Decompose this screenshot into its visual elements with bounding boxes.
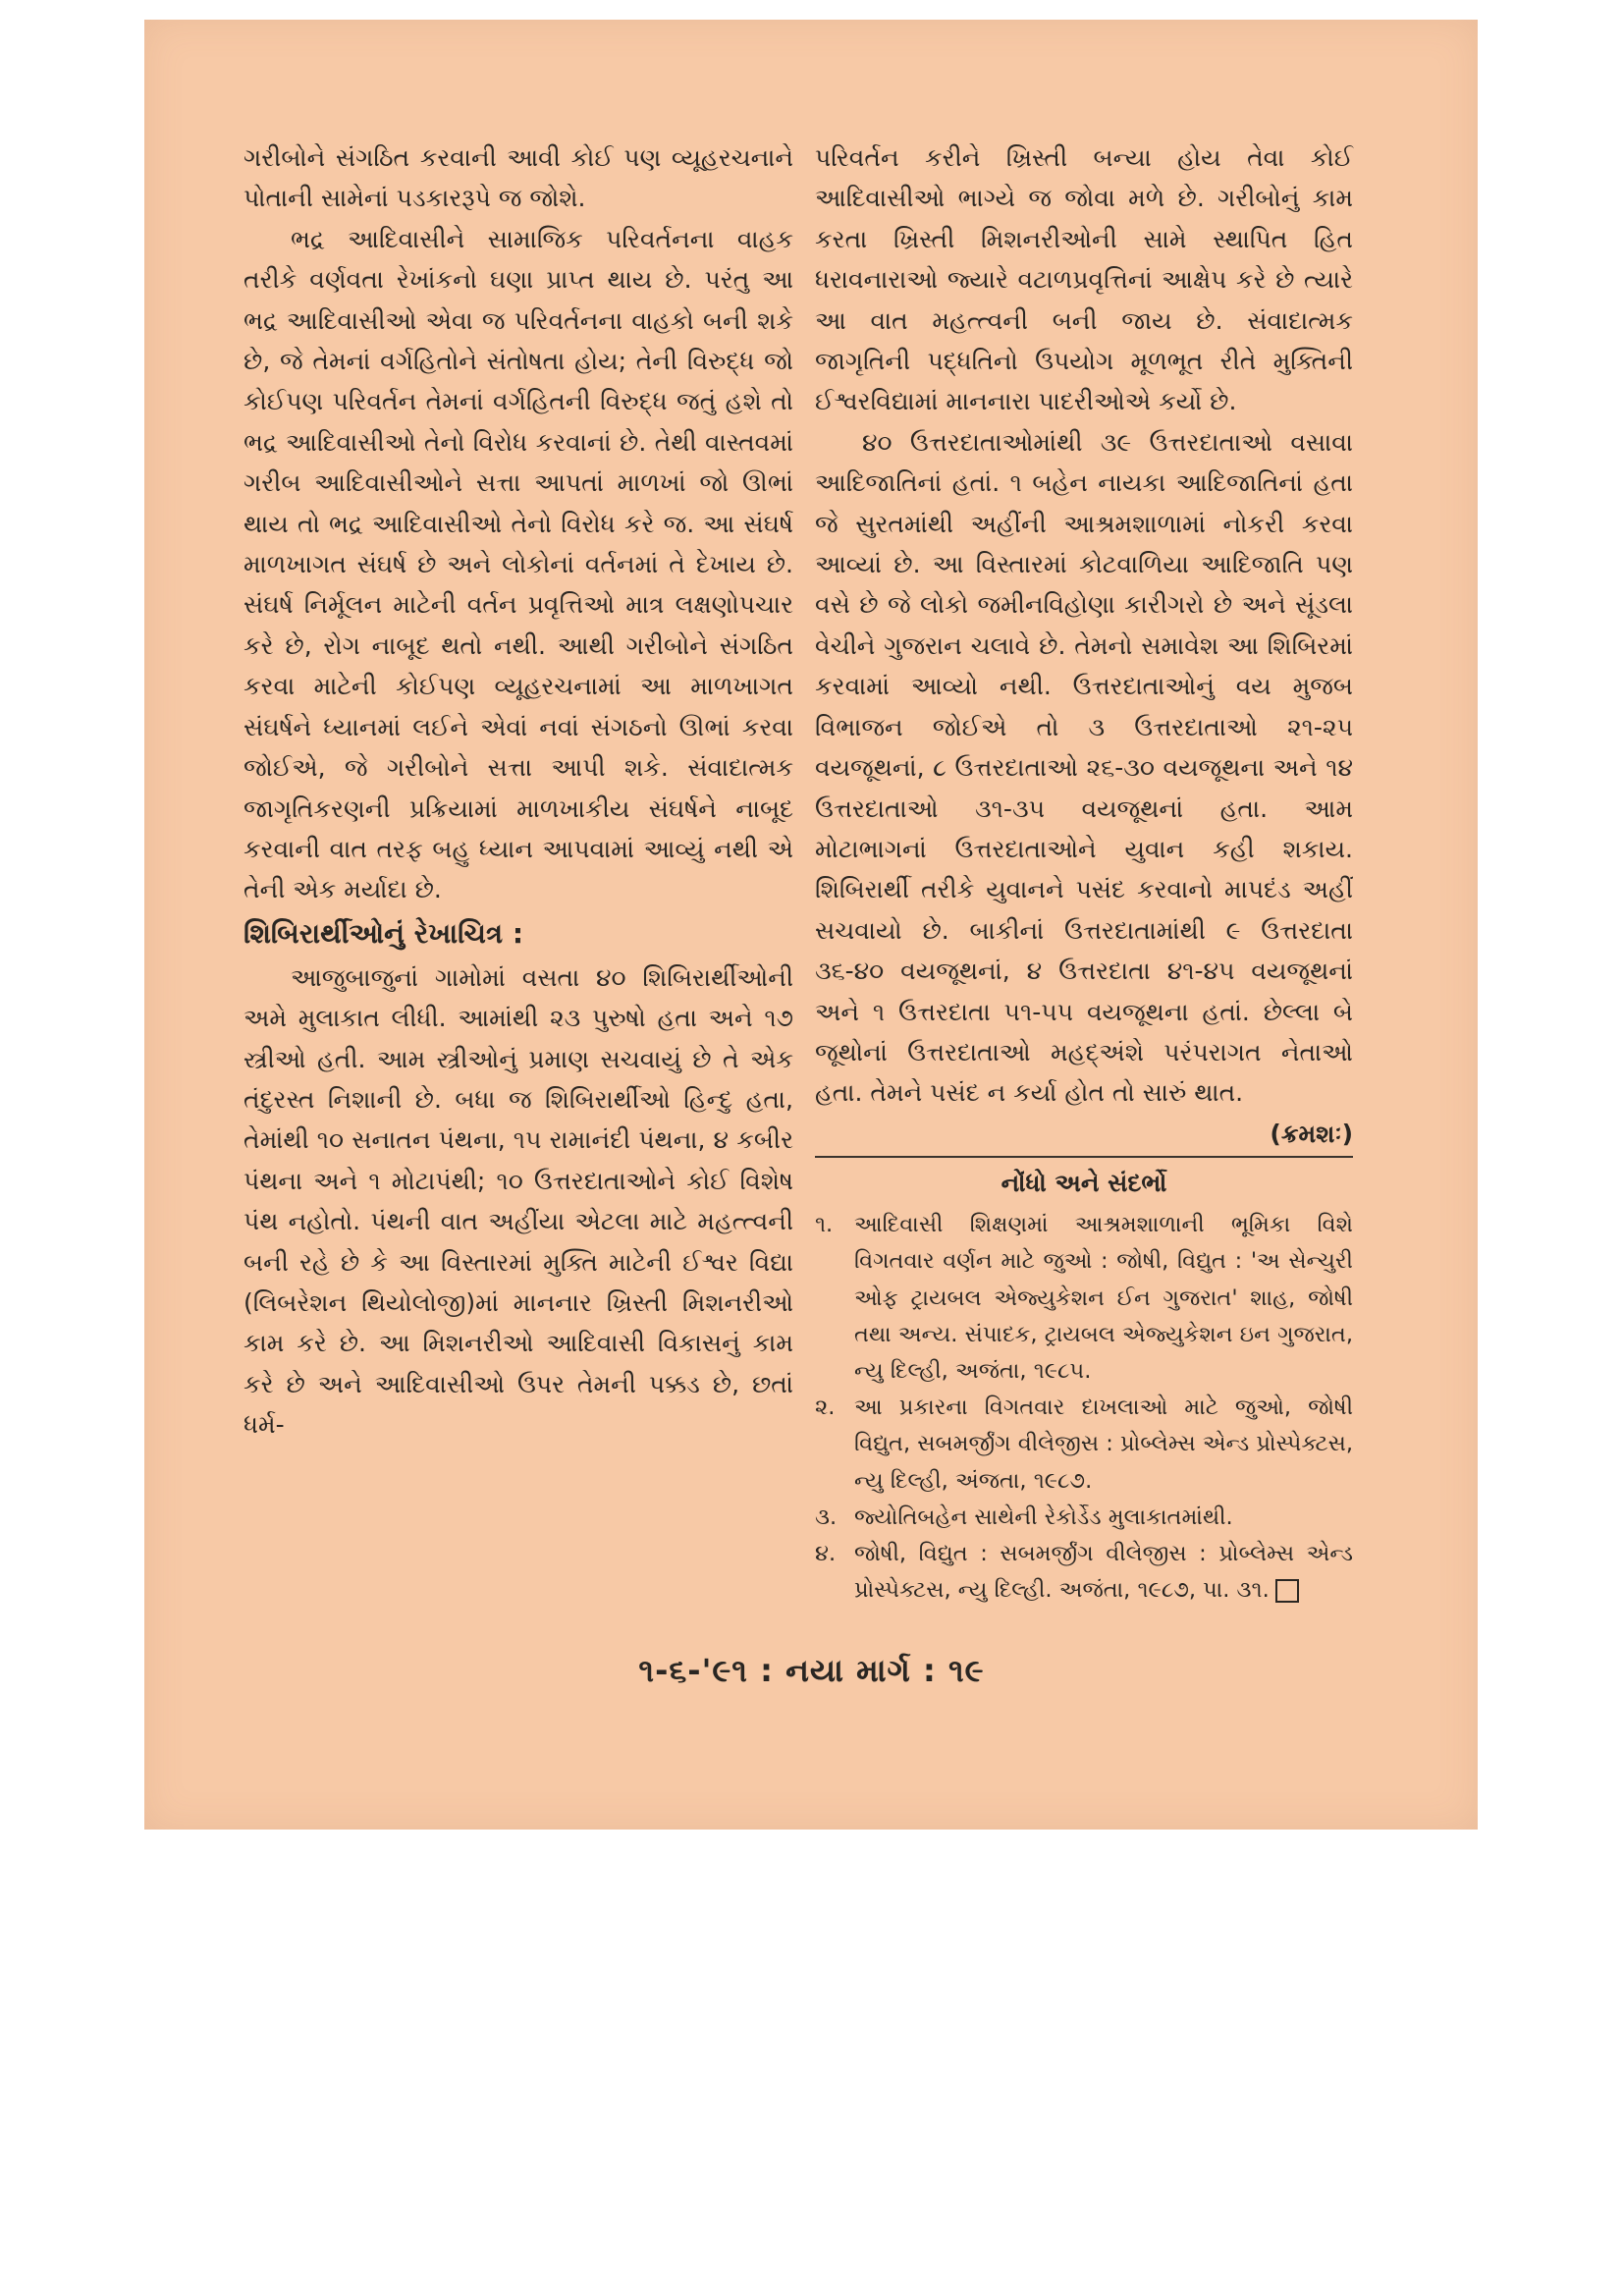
paragraph: પરિવર્તન કરીને ખ્રિસ્તી બન્યા હોય તેવા કોઈ આદિવાસીઓ ભાગ્યે જ જોવા મળે છે. ગરીબોનું કામ કરતા ખ્રિસ્તી મિશનરીઓની સામે સ્થાપિત હિત ધરાવનારાઓ જ્યારે વટાળપ્રવૃત્તિનાં આક્ષેપ કરે છે ત્યારે આ વાત મહત્ત્વની બની જાય છે. સંવાદાત્મક જાગૃતિની પદ્ધતિનો ઉપયોગ મૂળભૂત રીતે મુક્તિની ઈશ્વરવિદ્યામાં માનનારા પાદરીઓએ કર્યો છે. bbox=[815, 143, 1353, 416]
note-item bbox=[815, 1390, 1353, 1500]
divider bbox=[815, 1156, 1353, 1158]
notes-list bbox=[815, 1207, 1353, 1609]
paragraph: ભદ્ર આદિવાસીને સામાજિક પરિવર્તનના વાહક તરીકે વર્ણવતા રેખાંકનો ઘણા પ્રાપ્ત થાય છે. પરંતુ આ ભદ્ર આદિવાસીઓ એવા જ પરિવર્તનના વાહકો બની શકે છે, જે તેમનાં વર્ગહિતોને સંતોષતા હોય; તેની વિરુદ્ધ જો કોઈપણ પરિવર્તન તેમનાં વર્ગહિતની વિરુદ્ધ જતું હશે તો ભદ્ર આદિવાસીઓ તેનો વિરોધ કરવાનાં છે. તેથી વાસ્તવમાં ગરીબ આદિવાસીઓને સત્તા આપતાં માળખાં જો ઊભાં થાય તો ભદ્ર આદિવાસીઓ તેનો વિરોધ કરે જ. આ સંઘર્ષ માળખાગત સંઘર્ષ છે અને લોકોનાં વર્તનમાં તે દેખાય છે. સંઘર્ષ નિર્મૂલન માટેની વર્તન પ્રવૃત્તિઓ માત્ર લક્ષણોપચાર કરે છે, રોગ નાબૂદ થતો નથી. આથી ગરીબોને સંગઠિત કરવા માટેની કોઈપણ વ્યૂહરચનામાં આ માળખાગત સંઘર્ષને ધ્યાનમાં લઈને એવાં નવાં સંગઠનો ઊભાં કરવા જોઈએ, જે ગરીબોને સત્તા આપી શકે. સંવાદાત્મક જાગૃતિકરણની પ્રક્રિયામાં માળખાકીય સંઘર્ષને નાબૂદ કરવાની વાત તરફ બહુ ધ્યાન આપવામાં આવ્યું નથી એ તેની એક મર્યાદા છે. bbox=[243, 224, 793, 904]
note-text: આદિવાસી શિક્ષણમાં આશ્રમશાળાની ભૂમિકા વિશે વિગતવાર વર્ણન માટે જુઓ : જોષી, વિદ્યુત : 'અ સેન્ચુરી ઓફ ટ્રાયબલ એજ્યુકેશન ઈન ગુજરાત' શાહ, જોષી તથા અન્ય. સંપાદક, ટ્રાયબલ એજ્યુકેશન ઇન ગુજરાત, ન્યુ દિલ્હી, અજંતા, ૧૯૮૫. bbox=[854, 1212, 1353, 1384]
left-column bbox=[243, 137, 793, 1446]
paragraph: ૪૦ ઉત્તરદાતાઓમાંથી ૩૯ ઉત્તરદાતાઓ વસાવા આદિજાતિનાં હતાં. ૧ બહેન નાયકા આદિજાતિનાં હતા જે સુરતમાંથી અહીંની આશ્રમશાળામાં નોકરી કરવા આવ્યાં છે. આ વિસ્તારમાં કોટવાળિયા આદિજાતિ પણ વસે છે જે લોકો જમીનવિહોણા કારીગરો છે અને સૂંડલા વેચીને ગુજરાન ચલાવે છે. તેમનો સમાવેશ આ શિબિરમાં કરવામાં આવ્યો નથી. ઉત્તરદાતાઓનું વય મુજબ વિભાજન જોઈએ તો ૩ ઉત્તરદાતાઓ ૨૧-૨૫ વયજૂથનાં, ૮ ઉત્તરદાતાઓ ૨૬-૩૦ વયજૂથના અને ૧૪ ઉત્તરદાતાઓ ૩૧-૩૫ વયજૂથનાં હતા. આમ મોટાભાગનાં ઉત્તરદાતાઓને યુવાન કહી શકાય. શિબિરાર્થી તરીકે યુવાનને પસંદ કરવાનો માપદંડ અહીં સચવાયો છે. બાકીનાં ઉત્તરદાતામાંથી ૯ ઉત્તરદાતા ૩૬-૪૦ વયજૂથનાં, ૪ ઉત્તરદાતા ૪૧-૪૫ વયજૂથનાં અને ૧ ઉત્તરદાતા ૫૧-૫૫ વયજૂથના હતાં. છેલ્લા બે જૂથોનાં ઉત્તરદાતાઓ મહદ્અંશે પરંપરાગત નેતાઓ હતા. તેમને પસંદ ન કર્યા હોત તો સારું થાત. bbox=[815, 427, 1353, 1108]
note-number: ૪. bbox=[815, 1540, 837, 1566]
right-column bbox=[815, 137, 1353, 1609]
note-number: ૩. bbox=[815, 1503, 838, 1530]
paragraph: આજુબાજુનાં ગામોમાં વસતા ૪૦ શિબિરાર્થીઓની અમે મુલાકાત લીધી. આમાંથી ૨૩ પુરુષો હતા અને ૧૭ સ્ત્રીઓ હતી. આમ સ્ત્રીઓનું પ્રમાણ સચવાયું છે તે એક તંદુરસ્ત નિશાની છે. બધા જ શિબિરાર્થીઓ હિન્દુ હતા, તેમાંથી ૧૦ સનાતન પંથના, ૧૫ રામાનંદી પંથના, ૪ કબીર પંથના અને ૧ મોટાપંથી; ૧૦ ઉત્તરદાતાઓને કોઈ વિશેષ પંથ નહોતો. પંથની વાત અહીંયા એટલા માટે મહત્ત્વની બની રહે છે કે આ વિસ્તારમાં મુક્તિ માટેની ઈશ્વર વિદ્યા (લિબરેશન થિયોલોજી)માં માનનાર ખ્રિસ્તી મિશનરીઓ કામ કરે છે. આ મિશનરીઓ આદિવાસી વિકાસનું કામ કરે છે અને આદિવાસીઓ ઉપર તેમની પક્કડ છે, છતાં ધર્મ- bbox=[243, 962, 793, 1440]
note-item bbox=[815, 1500, 1353, 1536]
notes-heading: નોંધો અને સંદર્ભો bbox=[1001, 1169, 1167, 1198]
note-item bbox=[815, 1536, 1353, 1609]
paragraph: ગરીબોને સંગઠિત કરવાની આવી કોઈ પણ વ્યૂહરચનાને પોતાની સામેનાં પડકારરૂપે જ જોશે. bbox=[243, 143, 793, 213]
note-text: જોષી, વિદ્યુત : સબમર્જીંગ વીલેજીસ : પ્રોબ્લેમ્સ એન્ડ પ્રોસ્પેક્ટસ, ન્યુ દિલ્હી. અજંતા, ૧૯૮૭, પા. ૩૧. bbox=[854, 1540, 1353, 1604]
end-mark-icon bbox=[1275, 1579, 1299, 1603]
section-heading: શિબિરાર્થીઓનું રેખાચિત્ર : bbox=[243, 916, 524, 950]
note-text: જ્યોતિબહેન સાથેની રેકોર્ડેડ મુલાકાતમાંથી. bbox=[854, 1503, 1233, 1530]
page-footer: ૧-૬-'૯૧ : નયા માર્ગ : ૧૯ bbox=[638, 1652, 985, 1689]
continued-marker: (ક્રમશઃ) bbox=[1270, 1119, 1353, 1148]
note-number: ૧. bbox=[815, 1212, 834, 1238]
continued-marker-line bbox=[815, 1114, 1353, 1154]
note-item bbox=[815, 1207, 1353, 1390]
note-number: ૨. bbox=[815, 1394, 836, 1421]
note-text: આ પ્રકારના વિગતવાર દાખલાઓ માટે જુઓ, જોષી વિદ્યુત, સબમર્જીંગ વીલેજીસ : પ્રોબ્લેમ્સ એન્ડ પ્રોસ્પેક્ટસ, ન્યુ દિલ્હી, અંજતા, ૧૯૮૭. bbox=[854, 1394, 1354, 1494]
